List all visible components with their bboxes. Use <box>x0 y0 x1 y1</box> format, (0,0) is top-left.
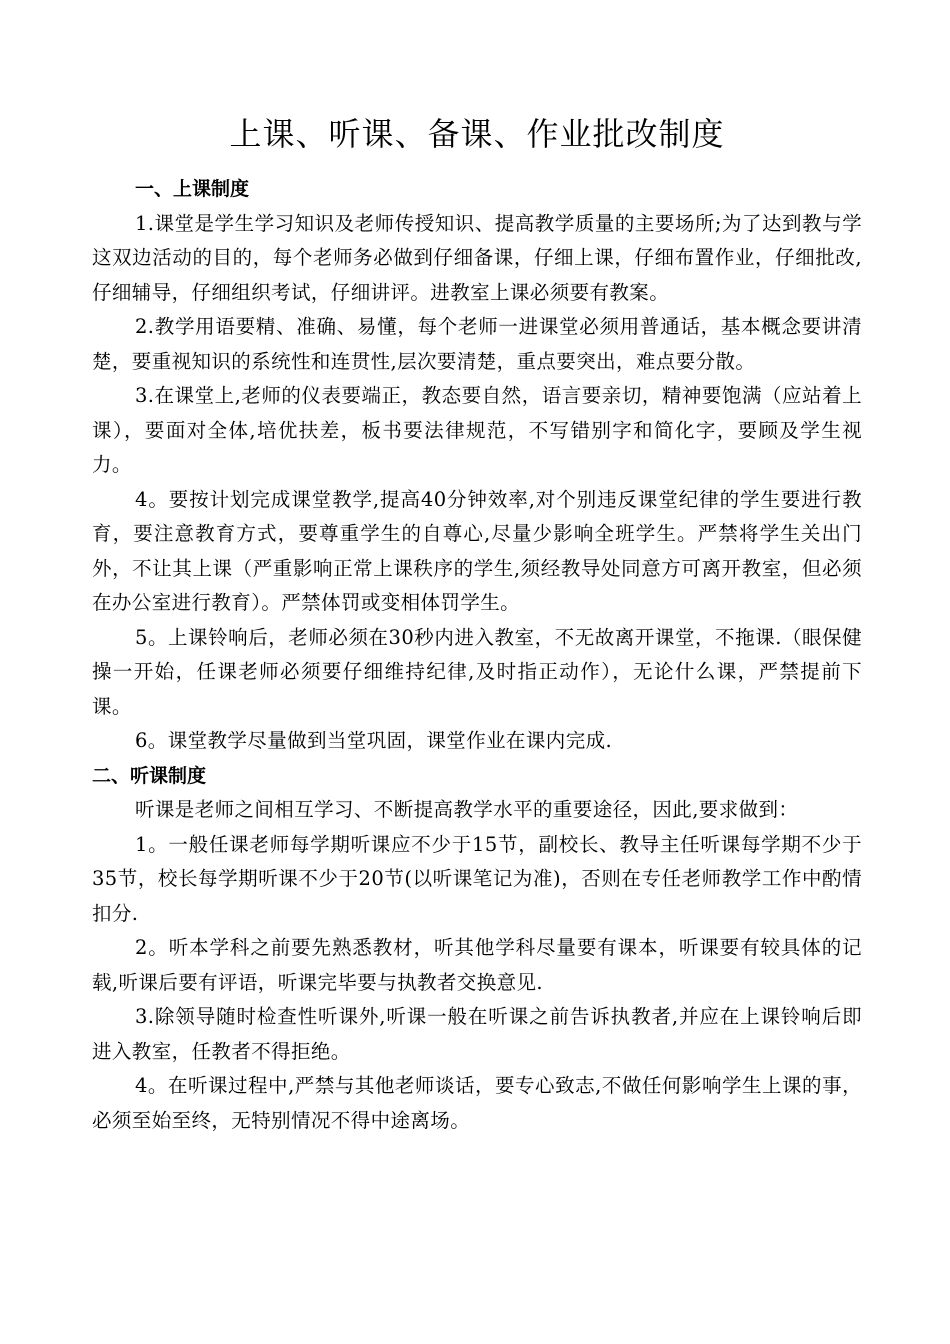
paragraph: 2.教学用语要精、准确、易懂，每个老师一进课堂必须用普通话，基本概念要讲清楚，要重视知识的系统性和连贯性,层次要清楚，重点要突出，难点要分散。 <box>92 315 862 373</box>
paragraph: 1。一般任课老师每学期听课应不少于15节，副校长、教导主任听课每学期不少于35节，校长每学期听课不少于20节(以听课笔记为准)，否则在专任老师教学工作中酌情扣分. <box>92 832 862 925</box>
document-page <box>92 108 862 1138</box>
paragraph: 1.课堂是学生学习知识及老师传授知识、提高教学质量的主要场所;为了达到教与学这双边活动的目的，每个老师务必做到仔细备课，仔细上课，仔细布置作业，仔细批改,仔细辅导，仔细组织考试，仔细讲评。进教室上课必须要有教案。 <box>92 211 862 304</box>
paragraph: 6。课堂教学尽量做到当堂巩固，课堂作业在课内完成. <box>135 729 613 752</box>
document-title: 上课、听课、备课、作业批改制度 <box>229 115 725 153</box>
paragraph: 3.除领导随时检查性听课外,听课一般在听课之前告诉执教者,并应在上课铃响后即进入教室，任教者不得拒绝。 <box>92 1005 862 1063</box>
paragraph: 4。要按计划完成课堂教学,提高40分钟效率,对个别违反课堂纪律的学生要进行教育，要注意教育方式，要尊重学生的自尊心,尽量少影响全班学生。严禁将学生关出门外，不让其上课（严重影响正常上课秩序的学生,须经教导处同意方可离开教室，但必须在办公室进行教育）。严禁体罚或变相体罚学生。 <box>92 487 862 614</box>
section-class-rules <box>92 172 862 759</box>
section-heading: 二、听课制度 <box>92 764 207 787</box>
paragraph: 5。上课铃响后，老师必须在30秒内进入教室，不无故离开课堂，不拖课.（眼保健操一开始，任课老师必须要仔细维持纪律,及时指正动作），无论什么课，严禁提前下课。 <box>92 625 862 718</box>
section-lesson-observation <box>92 759 862 1139</box>
paragraph: 2。听本学科之前要先熟悉教材，听其他学科尽量要有课本，听课要有较具体的记载,听课后要有评语，听课完毕要与执教者交换意见. <box>92 936 862 994</box>
paragraph: 听课是老师之间相互学习、不断提高教学水平的重要途径，因此,要求做到： <box>135 798 799 821</box>
paragraph: 4。在听课过程中,严禁与其他老师谈话，要专心致志,不做任何影响学生上课的事，必须至始至终，无特别情况不得中途离场。 <box>92 1074 862 1132</box>
section-heading: 一、上课制度 <box>135 178 250 200</box>
paragraph: 3.在课堂上,老师的仪表要端正，教态要自然，语言要亲切，精神要饱满（应站着上课），要面对全体,培优扶差，板书要法律规范，不写错别字和简化字，要顾及学生视力。 <box>92 384 862 476</box>
